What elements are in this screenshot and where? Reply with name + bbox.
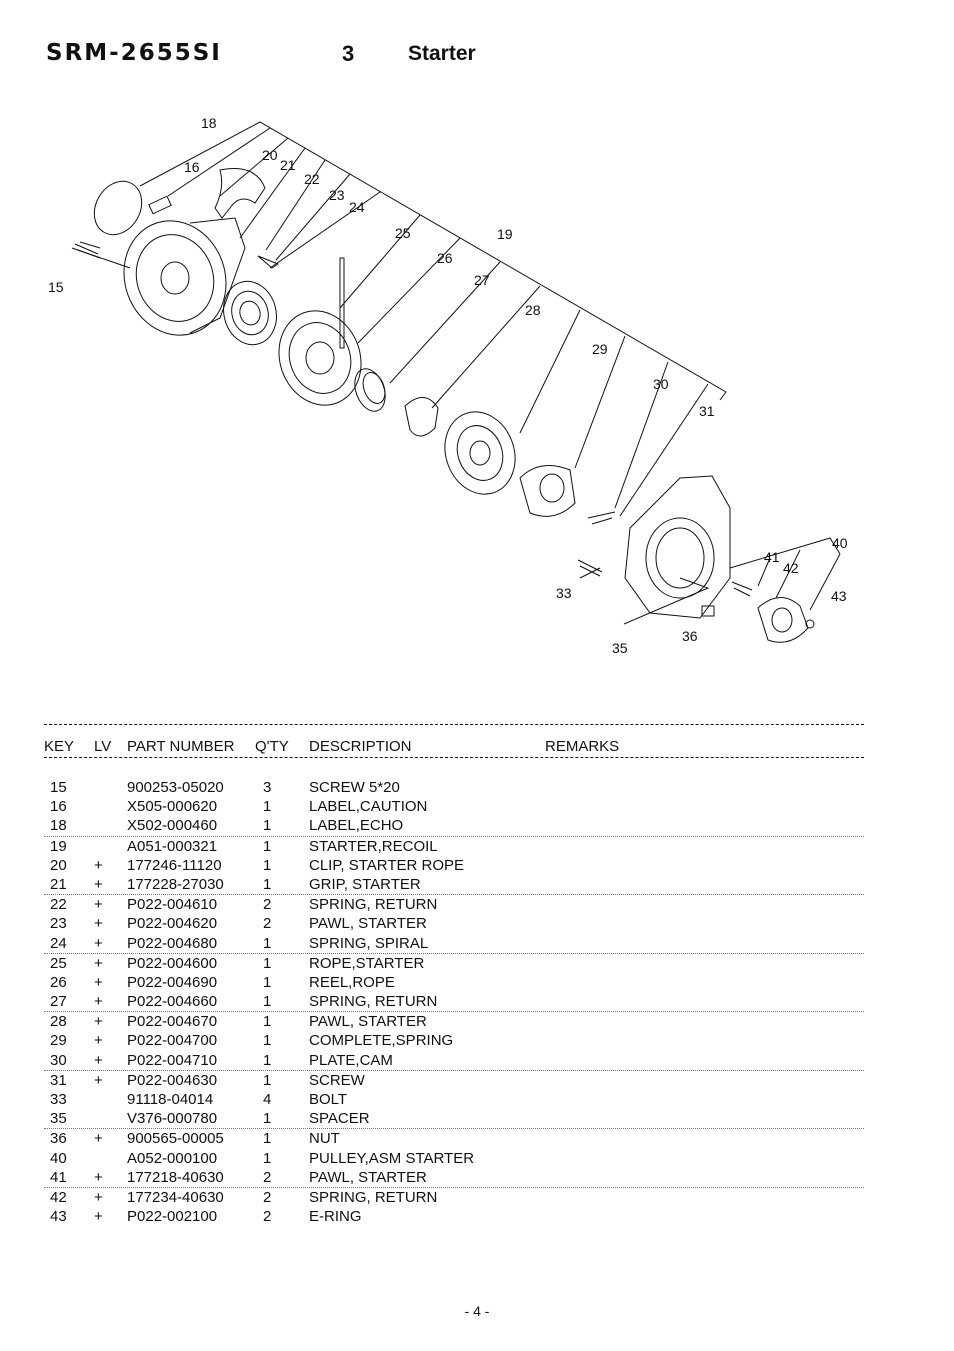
rope-reel-part bbox=[266, 299, 374, 417]
cell-description: PULLEY,ASM STARTER bbox=[309, 1149, 475, 1167]
cell-key: 20 bbox=[50, 856, 67, 874]
header-qty: Q'TY bbox=[255, 738, 289, 755]
cell-part-number: A051-000321 bbox=[127, 837, 218, 855]
cell-key: 15 bbox=[50, 779, 67, 796]
table-row bbox=[44, 1031, 864, 1050]
cell-key: 30 bbox=[50, 1051, 67, 1069]
cell-key: 22 bbox=[50, 896, 67, 914]
cell-qty: 1 bbox=[263, 954, 272, 972]
cell-lv: + bbox=[94, 1032, 103, 1050]
cell-part-number: P022-002100 bbox=[127, 1208, 218, 1226]
table-row bbox=[44, 1071, 864, 1090]
table-row bbox=[44, 837, 864, 856]
cell-description: SPACER bbox=[309, 1110, 370, 1128]
callout-label: 42 bbox=[783, 560, 799, 576]
cell-part-number: P022-004700 bbox=[127, 1032, 218, 1050]
label-oval-part bbox=[85, 173, 151, 243]
cell-part-number: P022-004680 bbox=[127, 934, 218, 952]
cell-description: NUT bbox=[309, 1130, 340, 1148]
cam-screw-part bbox=[588, 512, 615, 524]
cell-key: 16 bbox=[50, 798, 67, 816]
cell-description: BOLT bbox=[309, 1091, 348, 1108]
cell-description: REEL,ROPE bbox=[309, 973, 395, 991]
cell-description: LABEL,ECHO bbox=[309, 817, 404, 835]
table-row bbox=[44, 1188, 864, 1207]
table-row bbox=[44, 1129, 864, 1148]
cell-part-number: P022-004710 bbox=[127, 1051, 218, 1069]
header-lv: LV bbox=[94, 738, 112, 755]
table-row bbox=[44, 895, 864, 914]
header-key: KEY bbox=[44, 738, 75, 755]
table-row bbox=[44, 934, 864, 954]
cell-lv: + bbox=[94, 896, 103, 914]
cell-qty: 1 bbox=[263, 837, 272, 855]
table-row bbox=[44, 1149, 864, 1168]
callout-label: 16 bbox=[184, 159, 200, 175]
cell-key: 26 bbox=[50, 973, 67, 991]
cell-part-number: P022-004690 bbox=[127, 973, 218, 991]
cell-part-number: P022-004670 bbox=[127, 1013, 218, 1031]
cell-part-number: X505-000620 bbox=[127, 798, 218, 816]
callout-label: 19 bbox=[497, 226, 513, 242]
callout-label: 30 bbox=[653, 376, 669, 392]
section-number: 3 bbox=[342, 41, 355, 66]
cell-part-number: 177234-40630 bbox=[127, 1188, 224, 1206]
cell-part-number: P022-004600 bbox=[127, 954, 218, 972]
cell-description: STARTER,RECOIL bbox=[309, 837, 438, 855]
table-row bbox=[44, 954, 864, 973]
cell-qty: 1 bbox=[263, 1032, 272, 1050]
cell-part-number: P022-004660 bbox=[127, 993, 218, 1011]
callout-label: 15 bbox=[48, 279, 64, 295]
cell-qty: 2 bbox=[263, 896, 272, 914]
callout-label: 25 bbox=[395, 225, 411, 241]
table-row bbox=[44, 992, 864, 1012]
callout-label: 28 bbox=[525, 302, 541, 318]
page-number: - 4 - bbox=[464, 1303, 490, 1319]
cell-qty: 2 bbox=[263, 1208, 272, 1226]
callout-label: 40 bbox=[832, 535, 848, 551]
cell-description: SCREW bbox=[309, 1071, 365, 1089]
cell-key: 36 bbox=[50, 1130, 67, 1148]
table-row bbox=[44, 778, 864, 797]
cell-description: COMPLETE,SPRING bbox=[309, 1032, 454, 1050]
callout-label: 43 bbox=[831, 588, 847, 604]
cell-key: 29 bbox=[50, 1032, 67, 1050]
cell-key: 18 bbox=[50, 817, 67, 835]
cell-description: SPRING, SPIRAL bbox=[309, 934, 429, 952]
cell-lv: + bbox=[94, 954, 103, 972]
cell-qty: 1 bbox=[263, 1149, 272, 1167]
screw-part bbox=[75, 242, 100, 258]
cell-part-number: 177218-40630 bbox=[127, 1168, 224, 1186]
cell-qty: 1 bbox=[263, 817, 272, 835]
callout-label: 20 bbox=[262, 147, 278, 163]
callout-label: 41 bbox=[764, 549, 780, 565]
cell-description: GRIP, STARTER bbox=[309, 875, 421, 893]
complete-spring-part bbox=[434, 402, 527, 504]
cell-part-number: 900565-00005 bbox=[127, 1130, 224, 1148]
callout-label: 22 bbox=[304, 171, 320, 187]
model-name: SRM-2655SI bbox=[46, 40, 222, 66]
cell-description: PLATE,CAM bbox=[309, 1051, 393, 1069]
table-row bbox=[44, 1168, 864, 1188]
cell-qty: 1 bbox=[263, 798, 272, 816]
cell-qty: 2 bbox=[263, 1168, 272, 1186]
callout-label: 36 bbox=[682, 628, 698, 644]
header-part-number: PART NUMBER bbox=[127, 738, 235, 755]
cell-key: 24 bbox=[50, 934, 67, 952]
cell-key: 41 bbox=[50, 1168, 67, 1186]
cell-qty: 1 bbox=[263, 1110, 272, 1128]
cell-lv: + bbox=[94, 856, 103, 874]
exploded-view-drawing bbox=[40, 108, 880, 668]
callout-label: 29 bbox=[592, 341, 608, 357]
cell-part-number: 177228-27030 bbox=[127, 875, 224, 893]
cell-lv: + bbox=[94, 1071, 103, 1089]
callout-labels bbox=[48, 115, 848, 656]
cell-description: SCREW 5*20 bbox=[309, 779, 400, 796]
cell-description: PAWL, STARTER bbox=[309, 1168, 427, 1186]
table-row bbox=[44, 797, 864, 816]
cell-part-number: P022-004630 bbox=[127, 1071, 218, 1089]
callout-label: 18 bbox=[201, 115, 217, 131]
starter-pulley-part bbox=[758, 597, 808, 642]
cam-plate-part bbox=[520, 466, 575, 517]
caution-label-part bbox=[149, 196, 171, 214]
cell-qty: 1 bbox=[263, 1051, 272, 1069]
cell-qty: 1 bbox=[263, 934, 272, 952]
callout-label: 31 bbox=[699, 403, 715, 419]
cell-part-number: 900253-05020 bbox=[127, 779, 224, 796]
cell-key: 40 bbox=[50, 1149, 67, 1167]
header-description: DESCRIPTION bbox=[309, 738, 412, 755]
callout-label: 33 bbox=[556, 585, 572, 601]
cell-lv: + bbox=[94, 993, 103, 1011]
cell-description: LABEL,CAUTION bbox=[309, 798, 428, 816]
cell-description: ROPE,STARTER bbox=[309, 954, 425, 972]
cell-qty: 1 bbox=[263, 1013, 272, 1031]
cell-lv: + bbox=[94, 1051, 103, 1069]
cell-part-number: A052-000100 bbox=[127, 1149, 218, 1167]
cell-qty: 1 bbox=[263, 875, 272, 893]
table-row bbox=[44, 1051, 864, 1071]
callout-label: 23 bbox=[329, 187, 345, 203]
header-remarks: REMARKS bbox=[545, 738, 620, 755]
callout-label: 21 bbox=[280, 157, 296, 173]
callout-label: 24 bbox=[349, 199, 365, 215]
cell-qty: 1 bbox=[263, 856, 272, 874]
table-row bbox=[44, 1090, 864, 1109]
section-title: Starter bbox=[408, 42, 476, 65]
cell-qty: 1 bbox=[263, 973, 272, 991]
starter-housing-part bbox=[108, 206, 242, 349]
cell-part-number: P022-004610 bbox=[127, 896, 218, 914]
e-ring-part bbox=[806, 620, 814, 628]
cell-lv: + bbox=[94, 915, 103, 933]
table-row bbox=[44, 1012, 864, 1031]
table-body bbox=[44, 778, 864, 1226]
cell-qty: 4 bbox=[263, 1091, 272, 1108]
cell-lv: + bbox=[94, 1208, 103, 1226]
callout-label: 26 bbox=[437, 250, 453, 266]
table-row bbox=[44, 973, 864, 992]
parts-table bbox=[44, 718, 864, 1226]
cell-part-number: X502-000460 bbox=[127, 817, 218, 835]
table-top-divider bbox=[44, 724, 864, 725]
table-row bbox=[44, 1109, 864, 1129]
cell-lv: + bbox=[94, 875, 103, 893]
spiral-spring-part bbox=[217, 275, 284, 350]
cell-key: 33 bbox=[50, 1091, 67, 1108]
cell-part-number: P022-004620 bbox=[127, 915, 218, 933]
bolt-part bbox=[578, 560, 602, 576]
cell-key: 21 bbox=[50, 875, 67, 893]
cell-description: CLIP, STARTER ROPE bbox=[309, 856, 465, 874]
callout-label: 27 bbox=[474, 272, 490, 288]
cell-description: E-RING bbox=[309, 1208, 362, 1226]
pawl-part bbox=[405, 397, 438, 436]
cell-qty: 1 bbox=[263, 1071, 272, 1089]
cell-lv: + bbox=[94, 1168, 103, 1186]
table-row bbox=[44, 875, 864, 895]
cell-lv: + bbox=[94, 934, 103, 952]
cell-part-number: V376-000780 bbox=[127, 1110, 218, 1128]
exploded-parts-diagram bbox=[40, 108, 880, 668]
table-header-divider bbox=[44, 757, 864, 758]
cell-key: 31 bbox=[50, 1071, 67, 1089]
cell-key: 42 bbox=[50, 1188, 67, 1206]
cell-key: 19 bbox=[50, 837, 67, 855]
cell-description: SPRING, RETURN bbox=[309, 993, 438, 1011]
cell-lv: + bbox=[94, 1013, 103, 1031]
cell-qty: 3 bbox=[263, 779, 272, 796]
cell-key: 28 bbox=[50, 1013, 67, 1031]
cell-part-number: 177246-11120 bbox=[127, 856, 222, 874]
assembly-bracket-line bbox=[140, 122, 726, 400]
cell-description: PAWL, STARTER bbox=[309, 915, 427, 933]
cell-key: 43 bbox=[50, 1208, 67, 1226]
table-header bbox=[44, 731, 864, 757]
callout-label: 35 bbox=[612, 640, 628, 656]
cell-qty: 2 bbox=[263, 915, 272, 933]
table-row bbox=[44, 1207, 864, 1226]
cell-key: 25 bbox=[50, 954, 67, 972]
cell-lv: + bbox=[94, 973, 103, 991]
cell-description: SPRING, RETURN bbox=[309, 896, 438, 914]
table-row bbox=[44, 816, 864, 836]
cell-lv: + bbox=[94, 1130, 103, 1148]
cell-key: 27 bbox=[50, 993, 67, 1011]
cell-lv: + bbox=[94, 1188, 103, 1206]
cell-key: 23 bbox=[50, 915, 67, 933]
cell-qty: 1 bbox=[263, 993, 272, 1011]
cell-description: PAWL, STARTER bbox=[309, 1013, 427, 1031]
table-row bbox=[44, 914, 864, 933]
cell-description: SPRING, RETURN bbox=[309, 1188, 438, 1206]
engine-housing-part bbox=[625, 476, 730, 618]
cell-qty: 1 bbox=[263, 1130, 272, 1148]
cell-key: 35 bbox=[50, 1110, 67, 1128]
cell-qty: 2 bbox=[263, 1188, 272, 1206]
cell-part-number: 91118-04014 bbox=[127, 1091, 214, 1108]
table-row bbox=[44, 856, 864, 875]
